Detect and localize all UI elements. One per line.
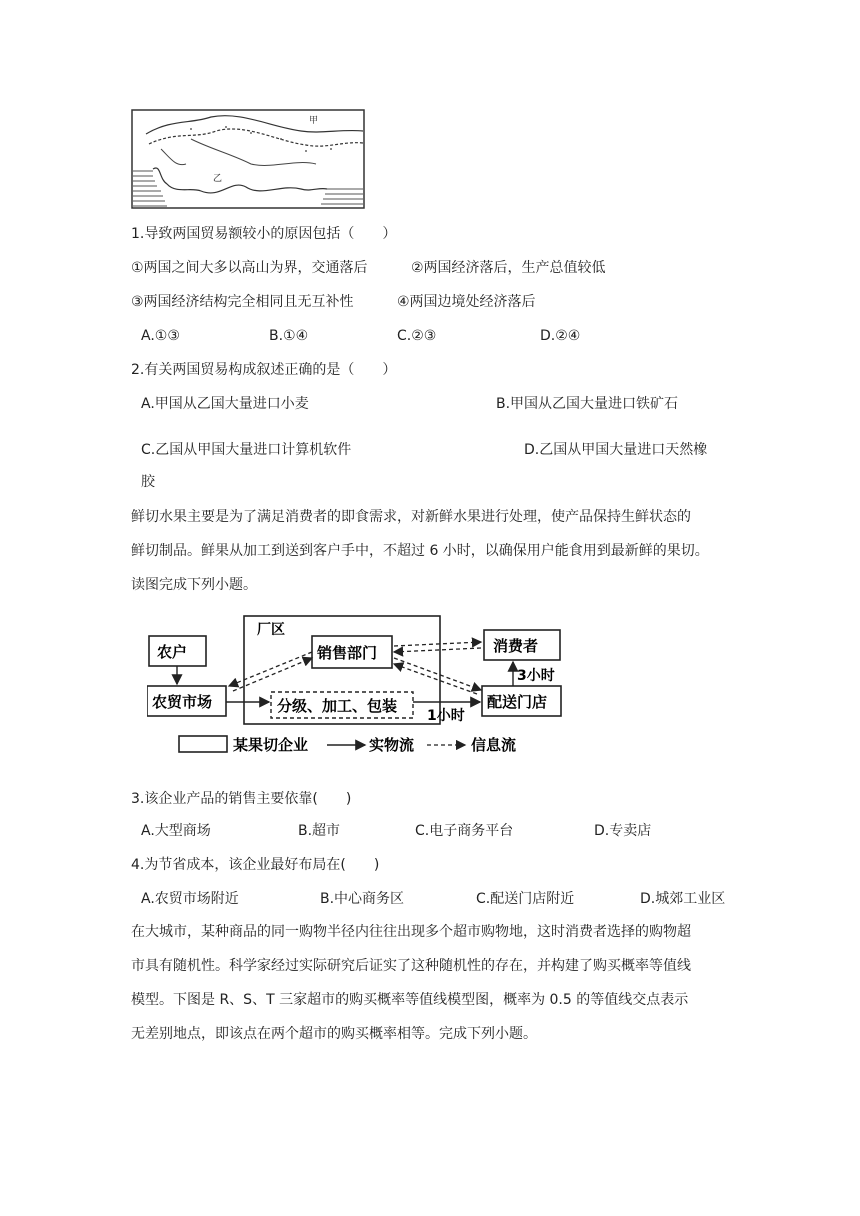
q2-option-a: A.甲国从乙国大量进口小麦 xyxy=(141,396,309,412)
map-figure xyxy=(131,109,365,209)
q4-option-b: B.中心商务区 xyxy=(320,891,405,907)
factory-label: 厂区 xyxy=(257,622,285,638)
q1-item-3: ③两国经济结构完全相同且无互补性 xyxy=(131,294,354,310)
q1-item-4: ④两国边境处经济落后 xyxy=(397,294,536,310)
consumer-label: 消费者 xyxy=(493,637,539,655)
q3-option-d: D.专卖店 xyxy=(594,823,652,839)
passage2-line2: 市具有随机性。科学家经过实际研究后证实了这种随机性的存在，并构建了购买概率等值线 xyxy=(131,958,691,974)
q3-option-a: A.大型商场 xyxy=(141,823,211,839)
q2-option-d: D.乙国从甲国大量进口天然橡 xyxy=(524,442,708,458)
sales-label: 销售部门 xyxy=(317,644,378,662)
legend-company: 某果切企业 xyxy=(233,736,309,754)
passage1-line2: 鲜切制品。鲜果从加工到送到客户手中，不超过 6 小时，以确保用户能食用到最新鲜的果切。 xyxy=(131,543,709,559)
q1-stem: 1.导致两国贸易额较小的原因包括（ ） xyxy=(131,226,397,242)
q2-option-d-wrap: 胶 xyxy=(141,474,155,490)
q4-stem: 4.为节省成本，该企业最好布局在( ) xyxy=(131,857,380,873)
flow-diagram xyxy=(147,614,567,764)
q1-option-d: D.②④ xyxy=(540,328,581,344)
q3-option-b: B.超市 xyxy=(298,823,341,839)
process-label: 分级、加工、包装 xyxy=(277,697,398,715)
label-yi: 乙 xyxy=(213,174,223,184)
passage2-line3: 模型。下图是 R、S、T 三家超市的购买概率等值线模型图，概率为 0.5 的等值线交点表示 xyxy=(131,992,689,1008)
market-label: 农贸市场 xyxy=(152,693,213,711)
store-label: 配送门店 xyxy=(487,693,548,711)
q1-item-1: ①两国之间大多以高山为界，交通落后 xyxy=(131,260,368,276)
q4-option-d: D.城郊工业区 xyxy=(640,891,726,907)
passage2-line1: 在大城市，某种商品的同一购物半径内往往出现多个超市购物地，这时消费者选择的购物超 xyxy=(131,924,691,940)
farmer-label: 农户 xyxy=(157,643,188,661)
q4-option-a: A.农贸市场附近 xyxy=(141,891,239,907)
legend-material: 实物流 xyxy=(369,736,415,754)
q1-item-2: ②两国经济落后，生产总值较低 xyxy=(411,260,606,276)
q4-option-c: C.配送门店附近 xyxy=(476,891,575,907)
q1-option-c: C.②③ xyxy=(397,328,437,344)
passage2-line4: 无差别地点，即该点在两个超市的购买概率相等。完成下列小题。 xyxy=(131,1026,537,1042)
q2-option-c: C.乙国从甲国大量进口计算机软件 xyxy=(141,442,352,458)
q1-option-a: A.①③ xyxy=(141,328,180,344)
q2-stem: 2.有关两国贸易构成叙述正确的是（ ） xyxy=(131,362,397,378)
legend-info: 信息流 xyxy=(471,736,517,754)
time-1h-label: 1小时 xyxy=(427,708,465,724)
q1-option-b: B.①④ xyxy=(269,328,309,344)
time-3h-label: 3小时 xyxy=(517,668,555,684)
q2-option-b: B.甲国从乙国大量进口铁矿石 xyxy=(496,396,679,412)
q3-stem: 3.该企业产品的销售主要依靠( ) xyxy=(131,791,352,807)
passage1-line1: 鲜切水果主要是为了满足消费者的即食需求，对新鲜水果进行处理，使产品保持生鲜状态的 xyxy=(131,509,691,525)
legend-company-swatch xyxy=(179,736,227,752)
q3-option-c: C.电子商务平台 xyxy=(415,823,514,839)
label-jia: 甲 xyxy=(309,116,319,126)
passage1-line3: 读图完成下列小题。 xyxy=(131,577,257,593)
